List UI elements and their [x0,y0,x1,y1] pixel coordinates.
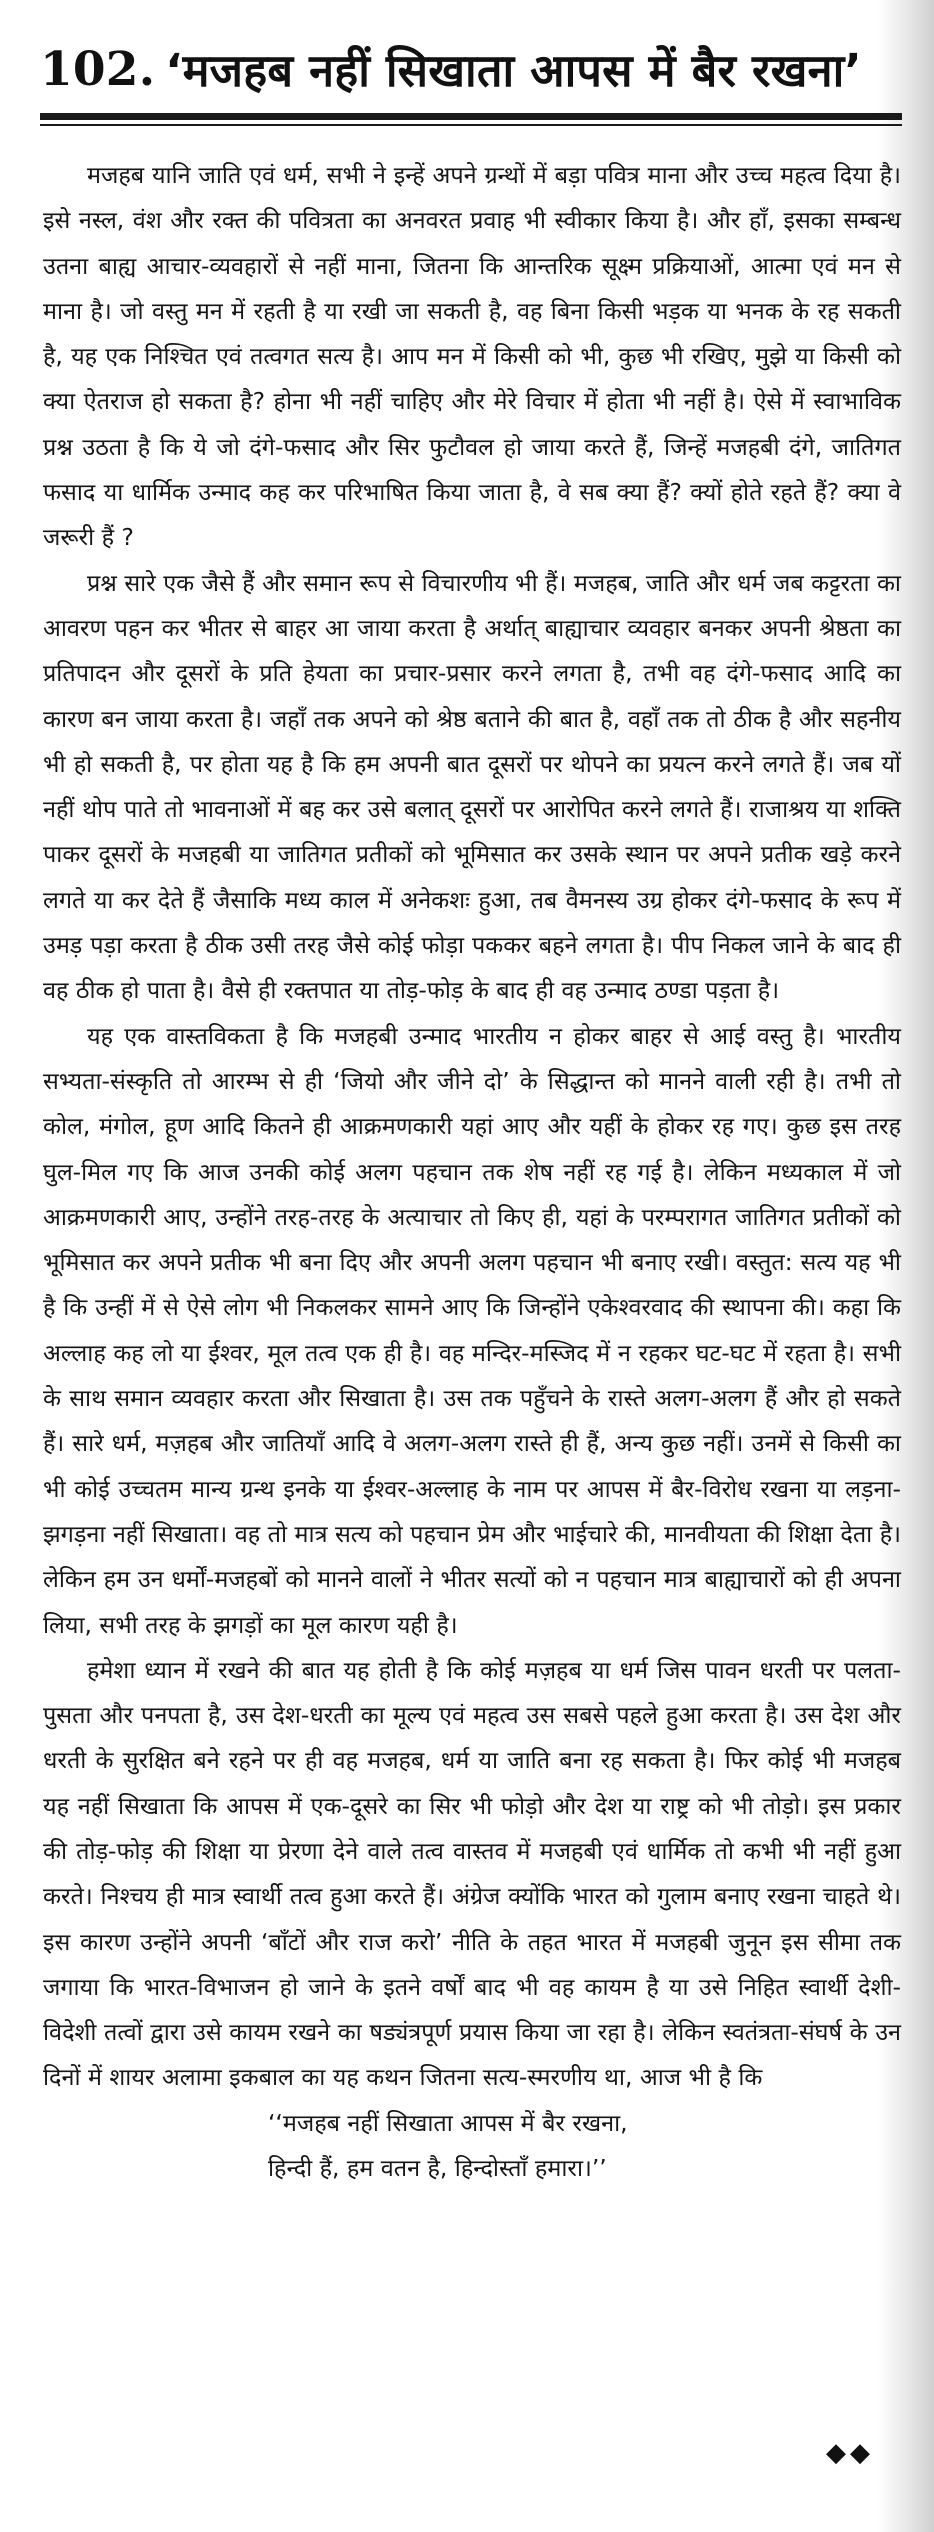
closing-quote [43,2101,901,2192]
end-ornament [826,2440,870,2466]
essay-body [43,153,901,2191]
quote-line-1: ‘‘मजहब नहीं सिखाता आपस में बैर रखना, [268,2108,628,2137]
paragraph-3: यह एक वास्तविकता है कि मजहबी उन्माद भारतीय न होकर बाहर से आई वस्तु है। भारतीय सभ्यता-संस्कृति तो आरम्भ से ही ‘जियो और जीने दो’ के सिद्धान्त को मानने वाली रही है। तभी तो कोल, मंगोल, हूण आदि कितने ही आक्रमणकारी यहां आए और यहीं के होकर रह गए। कुछ इस तरह घुल-मिल गए कि आज उनकी कोई अलग पहचान तक शेष नहीं रह गई है। लेकिन मध्यकाल में जो आक्रमणकारी आए, उन्होंने तरह-तरह के अत्याचार तो किए ही, यहां के परम्परागत जातिगत प्रतीकों को भूमिसात कर अपने प्रतीक भी बना दिए और अपनी अलग पहचान भी बनाए रखी। वस्तुत: सत्य यह भी है कि उन्हीं में से ऐसे लोग भी निकलकर सामने आए कि जिन्होंने एकेश्वरवाद की स्थापना की। कहा कि अल्लाह कह लो या ईश्वर, मूल तत्व एक ही है। वह मन्दिर-मस्जिद में न रहकर घट-घट में रहता है। सभी के साथ समान व्यवहार करता और सिखाता है। उस तक पहुँचने के रास्ते अलग-अलग हैं और हो सकते हैं। सारे धर्म, मज़हब और जातियाँ आदि वे अलग-अलग रास्ते ही हैं, अन्य कुछ नहीं। उनमें से किसी का भी कोई उच्चतम मान्य ग्रन्थ इनके या ईश्वर-अल्लाह के नाम पर आपस में बैर-विरोध रखना या लड़ना-झगड़ना नहीं सिखाता। वह तो मात्र सत्य को पहचान प्रेम और भाईचारे की, मानवीयता की शिक्षा देता है। लेकिन हम उन धर्मों-मजहबों को मानने वालों ने भीतर सत्यों को न पहचान मात्र बाह्याचारों को ही अपना लिया, सभी तरह के झगड़ों का मूल कारण यही है। [43,1021,902,1639]
diamond-icon: ◆ [826,2438,846,2468]
paragraph-2: प्रश्न सारे एक जैसे हैं और समान रूप से विचारणीय भी हैं। मजहब, जाति और धर्म जब कट्टरता का आवरण पहन कर भीतर से बाहर आ जाया करता है अर्थात् बाह्याचार व्यवहार बनकर अपनी श्रेष्ठता का प्रतिपादन और दूसरों के प्रति हेयता का प्रचार-प्रसार करने लगता है, तभी वह दंगे-फसाद आदि का कारण बन जाया करता है। जहाँ तक अपने को श्रेष्ठ बताने की बात है, वहाँ तक तो ठीक है और सहनीय भी हो सकती है, पर होता यह है कि हम अपनी बात दूसरों पर थोपने का प्रयत्न करने लगते हैं। जब यों नहीं थोप पाते तो भावनाओं में बह कर उसे बलात् दूसरों पर आरोपित करने लगते हैं। राजाश्रय या शक्ति पाकर दूसरों के मजहबी या जातिगत प्रतीकों को भूमिसात कर उसके स्थान पर अपने प्रतीक खड़े करने लगते या कर देते हैं जैसाकि मध्य काल में अनेकशः हुआ, तब वैमनस्य उग्र होकर दंगे-फसाद के रूप में उमड़ पड़ा करता है ठीक उसी तरह जैसे कोई फोड़ा पककर बहने लगता है। पीप निकल जाने के बाद ही वह ठीक हो पाता है। वैसे ही रक्तपात या तोड़-फोड़ के बाद ही वह उन्माद ठण्डा पड़ता है। [43,568,901,1005]
title-divider-thin [40,124,902,126]
essay-number: 102. [40,41,156,97]
quote-line-2: हिन्दी हैं, हम वतन है, हिन्दोस्ताँ हमारा।’’ [268,2154,607,2183]
paragraph-4: हमेशा ध्यान में रखने की बात यह होती है कि कोई मज़हब या धर्म जिस पावन धरती पर पलता-पुसता और पनपता है, उस देश-धरती का मूल्य एवं महत्व उस सबसे पहले हुआ करता है। उस देश और धरती के सुरक्षित बने रहने पर ही वह मजहब, धर्म या जाति बना रह सकता है। फिर कोई भी मजहब यह नहीं सिखाता कि आपस में एक-दूसरे का सिर भी फोड़ो और देश या राष्ट्र को भी तोड़ो। इस प्रकार की तोड़-फोड़ की शिक्षा या प्रेरणा देने वाले तत्व वास्तव में मजहबी एवं धार्मिक तो कभी भी नहीं हुआ करते। निश्चय ही मात्र स्वार्थी तत्व हुआ करते हैं। अंग्रेज क्योंकि भारत को गुलाम बनाए रखना चाहते थे। इस कारण उन्होंने अपनी ‘बाँटों और राज करो’ नीति के तहत भारत में मजहबी जुनून इस सीमा तक जगाया कि भारत-विभाजन हो जाने के इतने वर्षों बाद भी वह कायम है या उसे निहित स्वार्थी देशी-विदेशी तत्वों द्वारा उसे कायम रखने का षड्यंत्रपूर्ण प्रयास किया जा रहा है। लेकिन स्वतंत्रता-संघर्ष के उन दिनों में शायर अलामा इकबाल का यह कथन जितना सत्य-स्मरणीय था, आज भी है कि [43,1655,901,2092]
page-title [40,26,900,112]
paragraph-1: मजहब यानि जाति एवं धर्म, सभी ने इन्हें अपने ग्रन्थों में बड़ा पवित्र माना और उच्च महत्व दिया है। इसे नस्ल, वंश और रक्त की पवित्रता का अनवरत प्रवाह भी स्वीकार किया है। और हाँ, इसका सम्बन्ध उतना बाह्य आचार-व्यवहारों से नहीं माना, जितना कि आन्तरिक सूक्ष्म प्रक्रियाओं, आत्मा एवं मन से माना है। जो वस्तु मन में रहती है या रखी जा सकती है, वह बिना किसी भड़क या भनक के रह सकती है, यह एक निश्चित एवं तत्वगत सत्य है। आप मन में किसी को भी, कुछ भी रखिए, मुझे या किसी को क्या ऐतराज हो सकता है? होना भी नहीं चाहिए और मेरे विचार में होता भी नहीं है। ऐसे में स्वाभाविक प्रश्न उठता है कि ये जो दंगे-फसाद और सिर फुटौवल हो जाया करते हैं, जिन्हें मजहबी दंगे, जातिगत फसाद या धार्मिक उन्माद कह कर परिभाषित किया जाता है, वे सब क्या हैं? क्यों होते रहते हैं? क्या वे जरूरी हैं ? [43,161,901,552]
title-divider-thick [40,113,902,120]
essay-title: ‘मजहब नहीं सिखाता आपस में बैर रखना’ [165,43,862,97]
diamond-icon: ◆ [850,2438,870,2468]
